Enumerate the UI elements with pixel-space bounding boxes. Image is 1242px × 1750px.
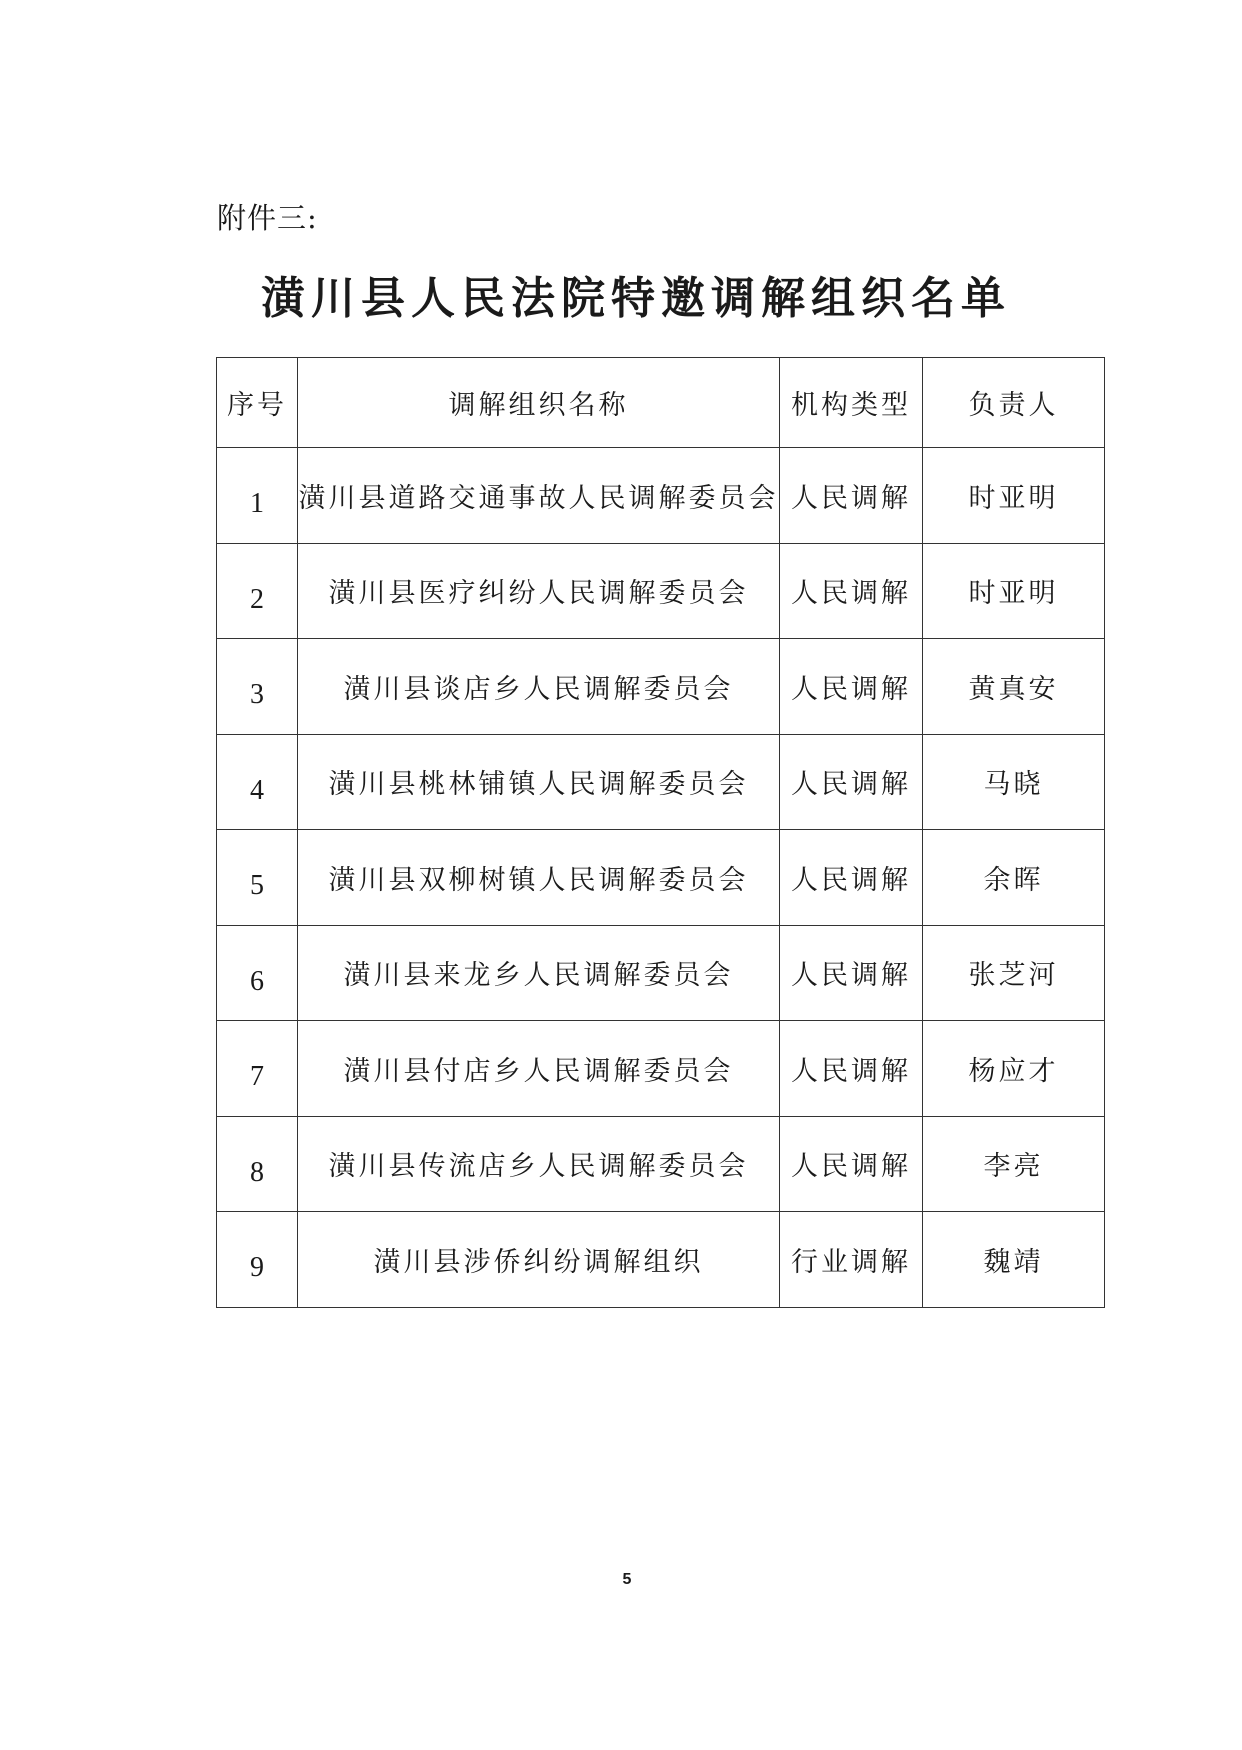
cell-organization-type: 人民调解 <box>780 639 923 735</box>
cell-person-in-charge: 张芝河 <box>923 925 1105 1021</box>
cell-person-in-charge: 时亚明 <box>923 543 1105 639</box>
cell-person-in-charge: 魏靖 <box>923 1212 1105 1308</box>
cell-organization-name: 潢川县医疗纠纷人民调解委员会 <box>298 543 780 639</box>
table-row <box>217 925 1105 1021</box>
cell-organization-type: 人民调解 <box>780 830 923 926</box>
header-serial-number: 序号 <box>217 358 298 448</box>
cell-person-in-charge: 黄真安 <box>923 639 1105 735</box>
cell-organization-name: 潢川县道路交通事故人民调解委员会 <box>298 448 780 544</box>
table-row <box>217 830 1105 926</box>
cell-person-in-charge: 余晖 <box>923 830 1105 926</box>
cell-organization-type: 人民调解 <box>780 543 923 639</box>
attachment-label: 附件三: <box>217 201 318 235</box>
header-organization-name: 调解组织名称 <box>298 358 780 448</box>
table-row <box>217 448 1105 544</box>
cell-serial-number: 4 <box>217 734 298 830</box>
document-title: 潢川县人民法院特邀调解组织名单 <box>261 273 1011 324</box>
cell-serial-number: 6 <box>217 925 298 1021</box>
cell-serial-number: 7 <box>217 1021 298 1117</box>
cell-organization-type: 行业调解 <box>780 1212 923 1308</box>
table-row <box>217 639 1105 735</box>
cell-organization-name: 潢川县双柳树镇人民调解委员会 <box>298 830 780 926</box>
cell-person-in-charge: 时亚明 <box>923 448 1105 544</box>
cell-organization-type: 人民调解 <box>780 1116 923 1212</box>
cell-organization-type: 人民调解 <box>780 1021 923 1117</box>
mediation-organization-table <box>216 357 1105 1308</box>
cell-organization-name: 潢川县传流店乡人民调解委员会 <box>298 1116 780 1212</box>
table-row <box>217 1212 1105 1308</box>
cell-serial-number: 2 <box>217 543 298 639</box>
table-row <box>217 1116 1105 1212</box>
cell-organization-name: 潢川县涉侨纠纷调解组织 <box>298 1212 780 1308</box>
cell-serial-number: 5 <box>217 830 298 926</box>
table-row <box>217 734 1105 830</box>
cell-organization-name: 潢川县付店乡人民调解委员会 <box>298 1021 780 1117</box>
header-person-in-charge: 负责人 <box>923 358 1105 448</box>
cell-organization-type: 人民调解 <box>780 734 923 830</box>
cell-serial-number: 1 <box>217 448 298 544</box>
cell-serial-number: 9 <box>217 1212 298 1308</box>
cell-organization-type: 人民调解 <box>780 925 923 1021</box>
cell-serial-number: 8 <box>217 1116 298 1212</box>
cell-organization-name: 潢川县来龙乡人民调解委员会 <box>298 925 780 1021</box>
cell-person-in-charge: 杨应才 <box>923 1021 1105 1117</box>
cell-person-in-charge: 李亮 <box>923 1116 1105 1212</box>
cell-serial-number: 3 <box>217 639 298 735</box>
cell-organization-name: 潢川县桃林铺镇人民调解委员会 <box>298 734 780 830</box>
cell-person-in-charge: 马晓 <box>923 734 1105 830</box>
page-number: 5 <box>622 1571 632 1588</box>
table-row <box>217 543 1105 639</box>
header-organization-type: 机构类型 <box>780 358 923 448</box>
cell-organization-type: 人民调解 <box>780 448 923 544</box>
table-row <box>217 1021 1105 1117</box>
table-header-row <box>217 358 1105 448</box>
cell-organization-name: 潢川县谈店乡人民调解委员会 <box>298 639 780 735</box>
